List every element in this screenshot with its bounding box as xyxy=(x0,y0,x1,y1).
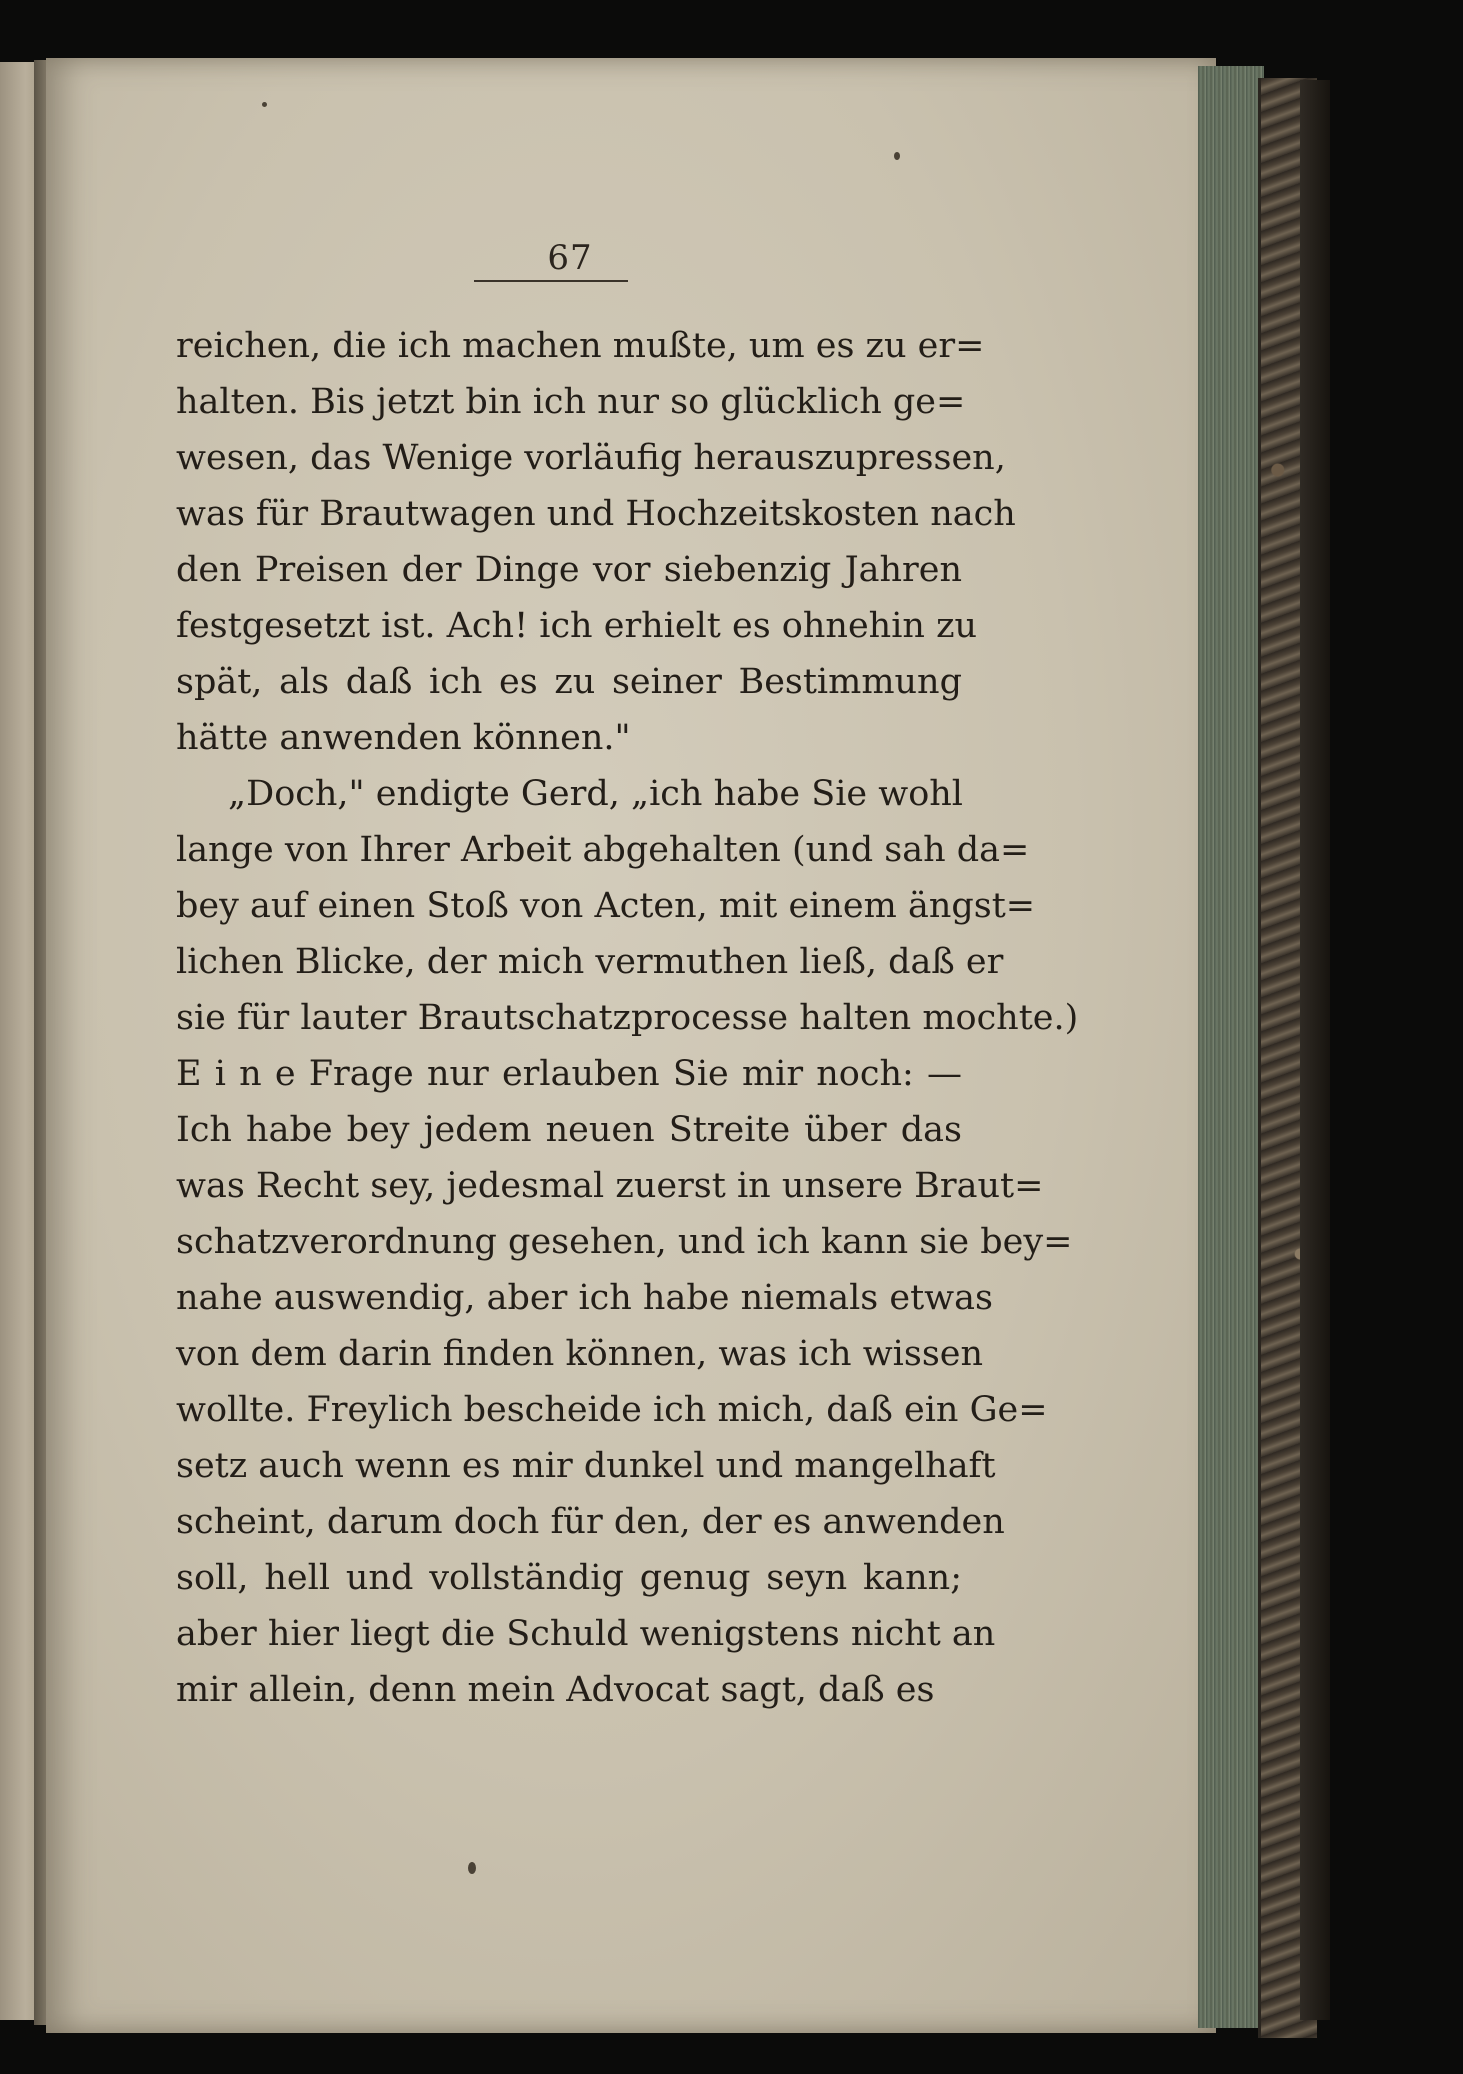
page-text xyxy=(176,318,1079,1718)
text-line: spät, als daß ich es zu seiner Bestimmung xyxy=(176,662,962,702)
page-number: 67 xyxy=(547,238,593,278)
text-line: aber hier liegt die Schuld wenigstens nicht an xyxy=(176,1614,996,1654)
text-line: „Doch," endigte Gerd, „ich habe Sie wohl xyxy=(228,774,963,814)
text-line: nahe auswendig, aber ich habe niemals etwas xyxy=(176,1278,993,1318)
text-line: hätte anwenden können." xyxy=(176,718,631,758)
text-line: sie für lauter Brautschatzprocesse halten mochte.) xyxy=(176,998,1079,1038)
text-line: soll, hell und vollständig genug seyn kann; xyxy=(176,1558,962,1598)
text-line: bey auf einen Stoß von Acten, mit einem ängst= xyxy=(176,886,1036,926)
text-line: den Preisen der Dinge vor siebenzig Jahren xyxy=(176,550,962,590)
text-line: reichen, die ich machen mußte, um es zu er= xyxy=(176,326,985,366)
text-line: von dem darin finden können, was ich wissen xyxy=(176,1334,984,1374)
text-line: wollte. Freylich bescheide ich mich, daß ein Ge= xyxy=(176,1390,1048,1430)
text-line: schatzverordnung gesehen, und ich kann sie bey= xyxy=(176,1222,1073,1262)
text-line: setz auch wenn es mir dunkel und mangelhaft xyxy=(176,1446,996,1486)
page-number-rule xyxy=(474,280,628,282)
text-line: E i n e Frage nur erlauben Sie mir noch: — xyxy=(176,1054,962,1094)
text-line: was Recht sey, jedesmal zuerst in unsere Braut= xyxy=(176,1166,1044,1206)
text-line: was für Brautwagen und Hochzeitskosten nach xyxy=(176,494,1016,534)
text-line: lichen Blicke, der mich vermuthen ließ, daß er xyxy=(176,942,1004,982)
text-line: festgesetzt ist. Ach! ich erhielt es ohnehin zu xyxy=(176,606,978,646)
paper-speck xyxy=(894,152,900,160)
paper-speck xyxy=(262,102,267,107)
text-line: lange von Ihrer Arbeit abgehalten (und sah da= xyxy=(176,830,1030,870)
text-line: Ich habe bey jedem neuen Streite über das xyxy=(176,1110,962,1150)
cover-edge xyxy=(1300,80,1330,2020)
page-block-edge xyxy=(1198,66,1264,2028)
text-line: wesen, das Wenige vorläufig herauszupressen, xyxy=(176,438,1006,478)
paper-speck xyxy=(468,1862,476,1874)
text-line: halten. Bis jetzt bin ich nur so glücklich ge= xyxy=(176,382,966,422)
text-line: scheint, darum doch für den, der es anwenden xyxy=(176,1502,1005,1542)
text-line: mir allein, denn mein Advocat sagt, daß es xyxy=(176,1670,935,1710)
